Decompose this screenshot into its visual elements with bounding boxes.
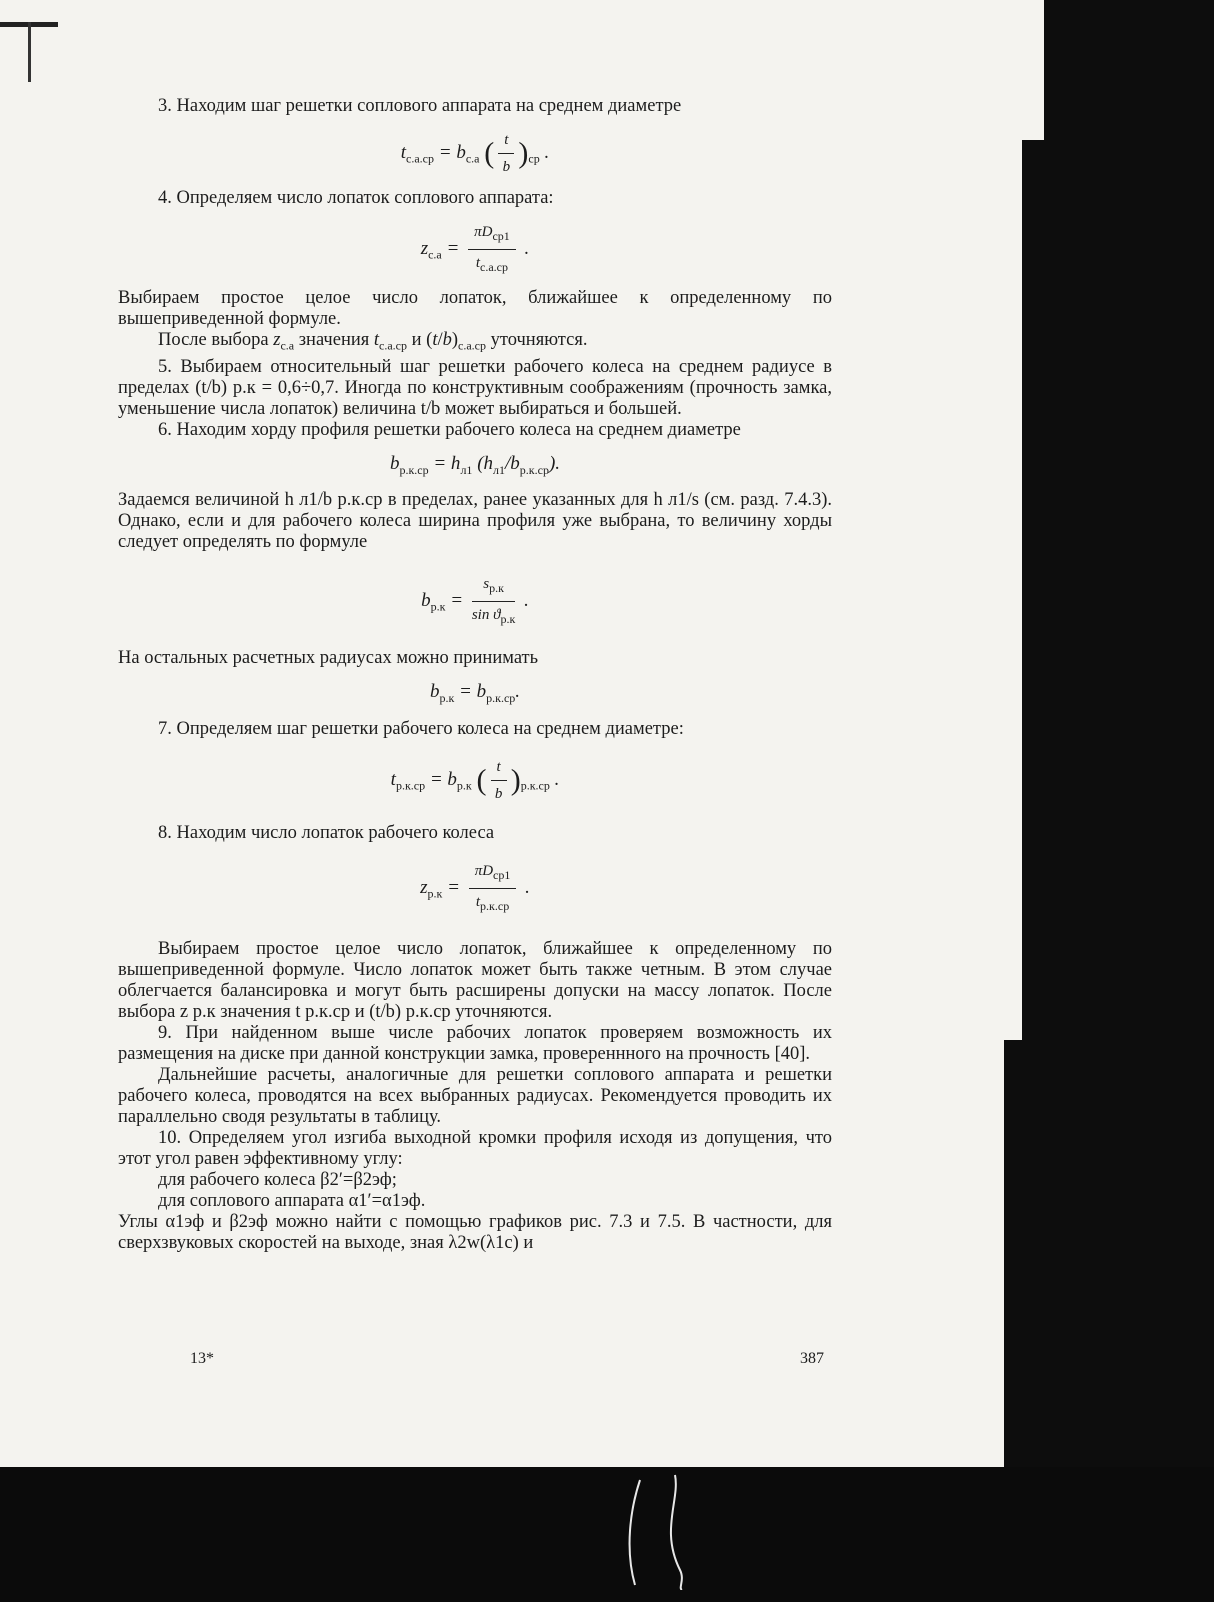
paragraph-9a: Дальнейшие расчеты, аналогичные для решетки соплового аппарата и решетки рабочего колеса, проводятся на всех выбранных радиусах. Рекомендуется проводить их параллельно сводя результаты в таблицу. (118, 1065, 832, 1128)
scan-dark-margin-right (1004, 0, 1214, 1602)
paragraph-9: 9. При найденном выше числе рабочих лопаток проверяем возможность их размещения на диске при данной конструкции замка, провереннного на прочность [40]. (118, 1023, 832, 1065)
formula-b-rk-eq: $b_{р.к} = b_{р.к.ср}$. (429, 681, 521, 706)
formula-z-sa: $z_{с.а}$ = $\frac{\pi D_{ср1}}{t_{с.а.ср}}$ . (118, 221, 832, 278)
formula-t-rk: $t_{р.к.ср} = b_{р.к}$ ( $\frac{t}{b}$ )$_{р.к.ср}$ . (118, 756, 832, 805)
footer-signature-mark: 13* (190, 1350, 214, 1367)
paragraph-6a: Задаемся величиной h л1/b р.к.ср в пределах, ранее указанных для h л1/s (см. разд. 7.4.3). Однако, если и для рабочего колеса ширина профиля уже выбрана, то величину хорды следует определять по формуле (118, 490, 832, 553)
paragraph-10c: Углы α1эф и β2эф можно найти с помощью графиков рис. 7.3 и 7.5. В частности, для сверхзвуковых скоростей на выходе, зная λ2w(λ1c) и (118, 1212, 832, 1254)
paragraph-10b: для соплового аппарата α1′=α1эф. (158, 1191, 426, 1212)
paragraph-6b: На остальных расчетных радиусах можно принимать (118, 648, 539, 669)
paragraph-4: 4. Определяем число лопаток соплового аппарата: (158, 188, 554, 208)
scan-corner-mark (0, 12, 60, 42)
paragraph-8: 8. Находим число лопаток рабочего колеса (158, 823, 495, 844)
handwritten-mark (620, 1470, 700, 1590)
paragraph-6: 6. Находим хорду профиля решетки рабочего колеса на среднем диаметре (158, 419, 741, 440)
paragraph-3: 3. Находим шаг решетки соплового аппарата на среднем диаметре (158, 96, 682, 116)
paragraph-8a: Выбираем простое целое число лопаток, ближайшее к определенному по вышеприведенной формуле. Число лопаток может быть также четным. В этом случае облегчается балансировка и могут быть расширены допуски на массу лопаток. После выбора z р.к значения t р.к.ср и (t/b) р.к.ср уточняются. (118, 939, 832, 1023)
formula-z-rk: $z_{р.к}$ = $\frac{\pi D_{ср1}}{t_{р.к.ср}}$ . (118, 860, 832, 917)
paragraph-4a: Выбираем простое целое число лопаток, ближайшее к определенному по вышеприведенной формуле. (118, 288, 832, 329)
scan-dark-margin-bottom (0, 1467, 1214, 1602)
page-body (118, 96, 832, 1254)
paragraph-10a: для рабочего колеса β2′=β2эф; (158, 1170, 397, 1191)
paragraph-4b: После выбора $z_{с.а}$ значения $t_{с.а.ср}$ и $(t/b)_{с.а.ср}$ уточняются. (158, 330, 588, 353)
formula-t-sa: $t_{с.а.ср} = b_{с.а}$ ( $\frac{t}{b}$ )$_{ср}$ . (118, 129, 832, 178)
page-number: 387 (800, 1350, 824, 1367)
paragraph-7: 7. Определяем шаг решетки рабочего колеса на среднем диаметре: (158, 719, 684, 740)
formula-b-rk: $b_{р.к}$ = $\frac{s_{р.к}}{\sin ϑ_{р.к}}$ . (118, 573, 832, 630)
paragraph-5: 5. Выбираем относительный шаг решетки рабочего колеса на среднем радиусе в пределах (t/b) р.к = 0,6÷0,7. Иногда по конструктивным соображениям (прочность замка, уменьшение числа лопаток) величина t/b может выбираться и большей. (118, 356, 832, 419)
paragraph-10: 10. Определяем угол изгиба выходной кромки профиля исходя из допущения, что этот угол равен эффективному углу: (118, 1128, 832, 1170)
formula-b-rk-sr: $b_{р.к.ср} = h_{л1}$ $(h_{л1}/b_{р.к.ср})$. (389, 452, 561, 477)
